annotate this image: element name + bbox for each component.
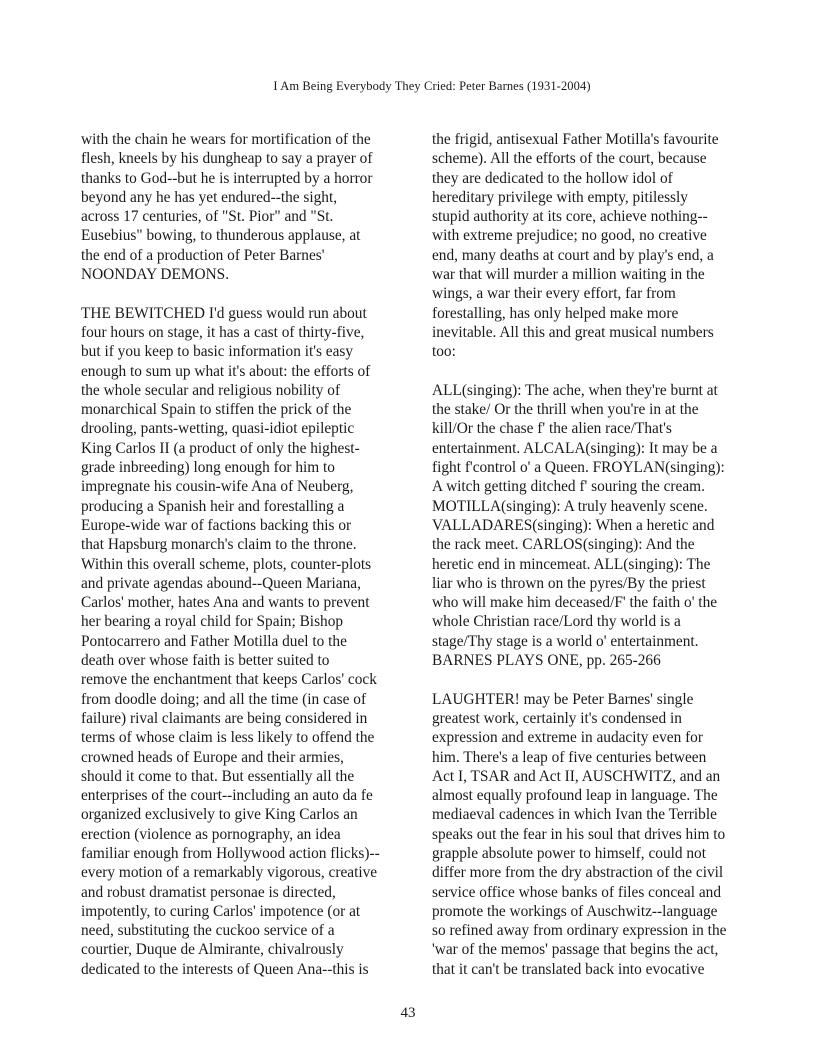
text-line: death over whose faith is better suited to [81,652,330,670]
text-line: forestalling, has only helped make more [432,304,679,322]
text-line: fight f'control o' a Queen. FROYLAN(singing): [432,459,725,477]
text-line: Carlos' mother, hates Ana and wants to prevent [81,594,370,612]
text-line: crowned heads of Europe and their armies, [81,748,344,766]
text-line: terms of whose claim is less likely to offend the [81,729,375,747]
paragraph-gap [432,670,744,689]
text-line: LAUGHTER! may be Peter Barnes' single [432,690,694,708]
text-line: too: [432,343,456,361]
text-line: four hours on stage, it has a cast of thirty-five, [81,323,365,341]
text-line: the whole secular and religious nobility of [81,381,341,399]
text-line: failure) rival claimants are being considered in [81,709,368,727]
text-line: greatest work, certainly it's condensed in [432,709,682,727]
left-column [81,130,401,979]
text-line: that Hapsburg monarch's claim to the throne. [81,536,357,554]
text-line: the end of a production of Peter Barnes' [81,246,325,264]
paragraph [432,130,744,362]
text-line: Eusebius" bowing, to thunderous applause, at [81,227,361,245]
text-line: that it can't be translated back into evocative [432,960,705,978]
text-line: remove the enchantment that keeps Carlos' cock [81,671,377,689]
text-line: the rack meet. CARLOS(singing): And the [432,536,695,554]
text-line: inevitable. All this and great musical numbers [432,323,714,341]
text-line: NOONDAY DEMONS. [81,266,230,284]
text-line: liar who is thrown on the pyres/By the priest [432,574,706,592]
text-line: organized exclusively to give King Carlos an [81,806,358,824]
text-line: hereditary privilege with empty, pitilessly [432,188,688,206]
paragraph [81,304,401,979]
text-line: and private agendas abound--Queen Mariana, [81,574,361,592]
text-line: expression and extreme in audacity even for [432,729,703,747]
text-line: end, many deaths at court and by play's end, a [432,246,714,264]
paragraph [432,690,744,979]
text-line: thanks to God--but he is interrupted by a horror [81,169,373,187]
text-line: monarchical Spain to stiffen the prick of the [81,401,352,419]
text-line: Europe-wide war of factions backing this or [81,516,352,534]
running-header-title: I Am Being Everybody They Cried: Peter Barnes (1931-2004) [273,79,591,93]
text-line: promote the workings of Auschwitz--language [432,902,718,920]
text-line: who will make him deceased/F' the faith o' the [432,594,718,612]
paragraph-gap [432,362,744,381]
text-line: and robust dramatist personae is directed, [81,883,336,901]
paragraph [81,130,401,284]
text-line: but if you keep to basic information it's easy [81,343,354,361]
text-line: 'war of the memos' passage that begins the act, [432,941,719,959]
text-line: wings, a war their every effort, far from [432,285,676,303]
text-line: stage/Thy stage is a world o' entertainment. [432,632,699,650]
text-line: him. There's a leap of five centuries between [432,748,707,766]
text-line: should it come to that. But essentially all the [81,767,355,785]
text-line: THE BEWITCHED I'd guess would run about [81,304,367,322]
text-line: speaks out the fear in his soul that drives him to [432,825,726,843]
text-line: beyond any he has yet endured--the sight, [81,188,338,206]
text-line: VALLADARES(singing): When a heretic and [432,516,715,534]
paragraph-gap [81,284,401,303]
text-line: impotently, to curing Carlos' impotence (or at [81,902,361,920]
text-line: whole Christian race/Lord thy world is a [432,613,681,631]
paragraph [432,381,744,670]
text-line: drooling, pants-wetting, quasi-idiot epileptic [81,420,355,438]
text-line: grade inbreeding) long enough for him to [81,459,335,477]
text-line: scheme). All the efforts of the court, because [432,150,707,168]
text-line: King Carlos II (a product of only the highest- [81,439,360,457]
text-line: the stake/ Or the thrill when you're in at the [432,401,699,419]
page-number: 43 [400,1005,416,1021]
text-line: kill/Or the chase f' the alien race/That's [432,420,672,438]
text-line: MOTILLA(singing): A truly heavenly scene. [432,497,708,515]
text-line: the frigid, antisexual Father Motilla's favourite [432,131,719,148]
text-line: with the chain he wears for mortification of the [81,131,371,148]
text-line: familiar enough from Hollywood action flicks)-- [81,844,380,862]
text-line: they are dedicated to the hollow idol of [432,169,673,187]
right-column [432,130,744,979]
text-line: Pontocarrero and Father Motilla duel to the [81,632,347,650]
text-line: erection (violence as pornography, an idea [81,825,341,843]
text-line: A witch getting ditched f' souring the cream. [432,478,705,496]
text-line: dedicated to the interests of Queen Ana--this is [81,960,369,978]
text-line: Within this overall scheme, plots, counter-plots [81,555,372,573]
running-header [0,79,816,94]
text-line: her bearing a royal child for Spain; Bishop [81,613,344,631]
text-line: almost equally profound leap in language. The [432,787,718,805]
text-line: service office whose banks of files conceal and [432,883,721,901]
text-line: ALL(singing): The ache, when they're burnt at [432,381,718,399]
text-line: flesh, kneels by his dungheap to say a prayer of [81,150,373,168]
text-line: stupid authority at its core, achieve nothing-- [432,208,708,226]
text-line: courtier, Duque de Almirante, chivalrously [81,941,344,959]
text-line: impregnate his cousin-wife Ana of Neuberg, [81,478,354,496]
text-line: enough to sum up what it's about: the efforts of [81,362,371,380]
text-line: every motion of a remarkably vigorous, creative [81,864,378,882]
text-line: Act I, TSAR and Act II, AUSCHWITZ, and an [432,767,721,785]
text-line: differ more from the dry abstraction of the civil [432,864,724,882]
text-line: war that will murder a million waiting in the [432,266,705,284]
text-line: grapple absolute power to himself, could not [432,844,706,862]
text-line: need, substituting the cuckoo service of a [81,922,335,940]
text-line: with extreme prejudice; no good, no creative [432,227,707,245]
text-line: BARNES PLAYS ONE, pp. 265-266 [432,652,661,670]
text-line: producing a Spanish heir and forestalling a [81,497,345,515]
text-line: from doodle doing; and all the time (in case of [81,690,367,708]
text-line: across 17 centuries, of "St. Pior" and "St. [81,208,334,226]
text-line: so refined away from ordinary expression in the [432,922,727,940]
text-line: entertainment. ALCALA(singing): It may be a [432,439,718,457]
text-line: enterprises of the court--including an auto da fe [81,787,373,805]
text-line: heretic end in mincemeat. ALL(singing): The [432,555,711,573]
text-line: mediaeval cadences in which Ivan the Terrible [432,806,717,824]
